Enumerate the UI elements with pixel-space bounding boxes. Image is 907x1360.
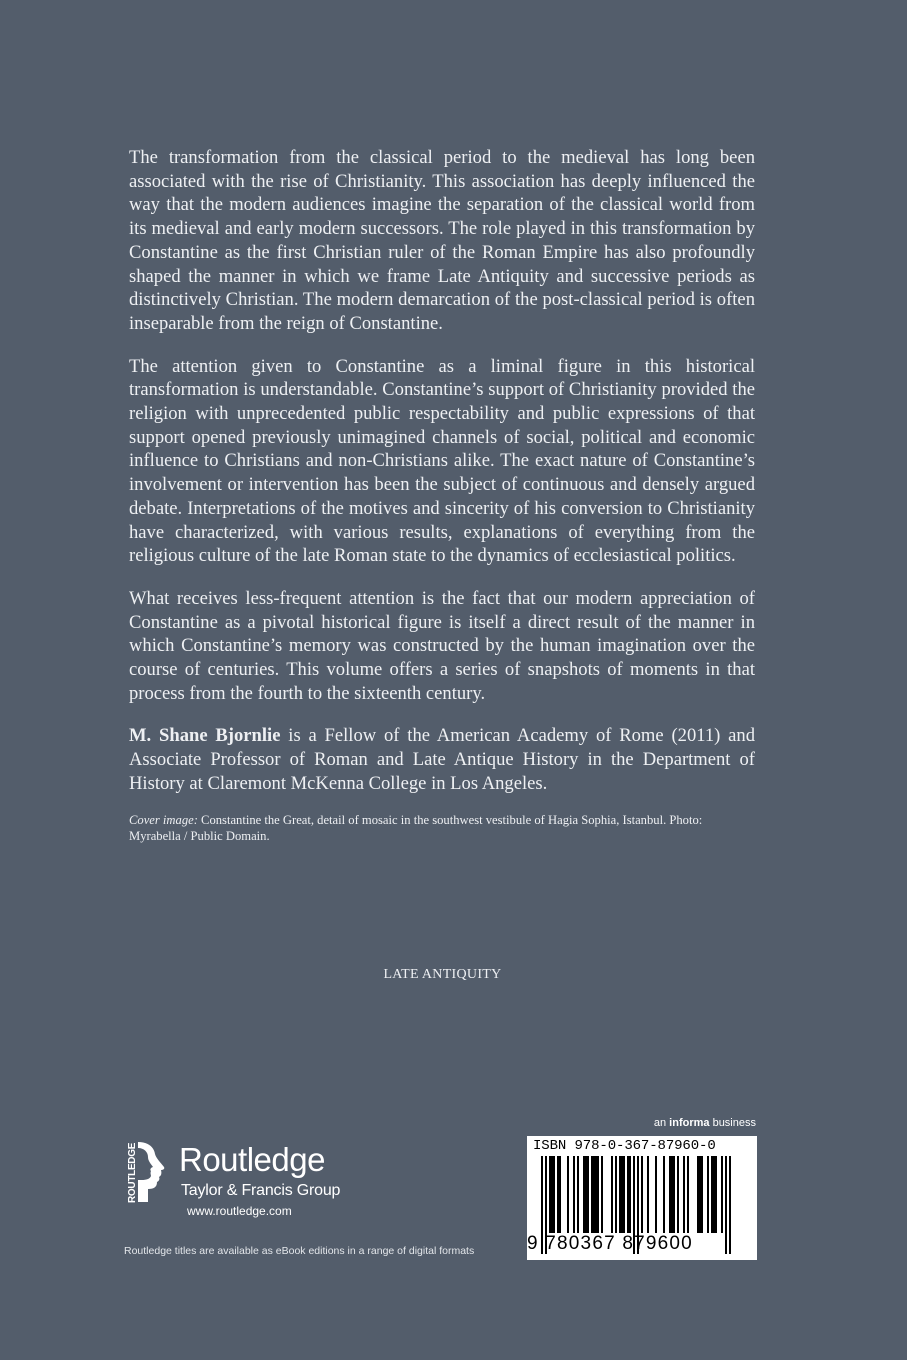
isbn-barcode [527, 1136, 757, 1260]
barcode-bar [707, 1156, 709, 1233]
barcode-bar [677, 1156, 679, 1233]
informa-brand: informa [669, 1117, 710, 1129]
barcode-bar [671, 1156, 673, 1233]
isbn-digits: 9 780367 879600 [527, 1233, 693, 1254]
barcode-bar [673, 1156, 675, 1233]
isbn-label: ISBN 978-0-367-87960-0 [533, 1138, 716, 1154]
barcode-bar [597, 1156, 599, 1233]
barcode-bar [687, 1156, 689, 1233]
cover-credit-label: Cover image: [129, 812, 198, 827]
barcode-bar [697, 1156, 699, 1233]
barcode-bar [647, 1156, 649, 1233]
ebook-note: Routledge titles are available as eBook editions in a range of digital formats [124, 1245, 475, 1257]
blurb-paragraph-2: The attention given to Constantine as a liminal figure in this historical transformation is understandable. Constantine’s support of Christianity provided the religion with unprecedented public respectability and public expressions of that support opened previously unimagined channels of social, political and economic influence to Christians and non-Christians alike. The exact nature of Constantine’s involvement or intervention has been the subject of continuous and densely argued debate. Interpretations of the motives and sincerity of his conversion to Christianity have characterized, with various results, explanations of everything from the religious culture of the late Roman state to the dynamics of ecclesiastical politics. [129, 355, 755, 567]
series-name: LATE ANTIQUITY [383, 967, 502, 982]
informa-prefix: an [653, 1117, 670, 1129]
barcode-bar [593, 1156, 595, 1233]
author-bio [129, 724, 755, 795]
barcode-bar [585, 1156, 587, 1233]
publisher-url: www.routledge.com [187, 1204, 292, 1218]
barcode-bar [627, 1156, 629, 1233]
blurb-paragraph-1: The transformation from the classical period to the medieval has long been associated with the rise of Christianity. This association has deeply influenced the way that the modern audiences imagine the separation of the classical world from its medieval and early modern successors. The role played in this transformation by Constantine as the first Christian ruler of the Roman Empire has also profoundly shaped the manner in which we frame Late Antiquity and successive periods as distinctively Christian. The modern demarcation of the post-classical period is often inseparable from the reign of Constantine. [129, 147, 755, 334]
logo-vertical-text: ROUTLEDGE [127, 1142, 138, 1203]
barcode-bar [551, 1156, 553, 1233]
routledge-logo-icon [124, 1140, 170, 1204]
barcode-bar [621, 1156, 623, 1233]
barcode-bar [559, 1156, 561, 1233]
barcode-bar [567, 1156, 569, 1233]
barcode-bar [655, 1156, 657, 1233]
barcode-bar [715, 1156, 717, 1233]
barcode-bar [591, 1156, 593, 1233]
blurb-paragraph-3: What receives less-frequent attention is the fact that our modern appreciation of Constantine as a pivotal historical figure is itself a direct result of the manner in which Constantine’s memory was constructed by the human imagination over the course of centuries. This volume offers a series of snapshots of moments in that process from the fourth to the sixteenth century. [129, 587, 755, 704]
barcode-bar [553, 1156, 555, 1233]
barcode-bar [587, 1156, 589, 1233]
barcode-bar [701, 1156, 703, 1233]
barcode-bar [699, 1156, 701, 1233]
barcode-bar [595, 1156, 597, 1233]
barcode-bar [583, 1156, 585, 1233]
barcode-bar [623, 1156, 625, 1233]
back-cover-blurb [129, 146, 755, 864]
barcode-bar [573, 1156, 575, 1233]
cover-credit-text: Constantine the Great, detail of mosaic in the southwest vestibule of Hagia Sophia, Istanbul. Photo: Myrabella / Public Domain. [129, 812, 703, 844]
barcode-bar [669, 1156, 671, 1233]
barcode-bar [629, 1156, 631, 1233]
barcode-bar [577, 1156, 579, 1233]
barcode-bar [557, 1156, 559, 1233]
barcode-bar [721, 1156, 723, 1233]
barcode-bar [663, 1156, 665, 1233]
barcode-bar [549, 1156, 551, 1233]
barcode-bar [619, 1156, 621, 1233]
barcode-bar [713, 1156, 715, 1233]
barcode-bar [611, 1156, 613, 1233]
barcode-bar [711, 1156, 713, 1233]
barcode-bar [601, 1156, 603, 1233]
publisher-name: Routledge [179, 1141, 325, 1178]
barcode-bar [615, 1156, 617, 1233]
barcode-bar [683, 1156, 685, 1233]
informa-suffix: business [709, 1117, 756, 1129]
author-bio-text: is a Fellow of the American Academy of Rome (2011) and Associate Professor of Roman and Late Antique History in the Department of History at Claremont McKenna College in Los Angeles. [129, 725, 755, 794]
informa-tagline [654, 1117, 756, 1129]
cover-image-credit [129, 812, 755, 845]
publisher-group: Taylor & Francis Group [181, 1182, 341, 1199]
barcode-bar [641, 1156, 643, 1233]
author-name: M. Shane Bjornlie [129, 725, 281, 747]
